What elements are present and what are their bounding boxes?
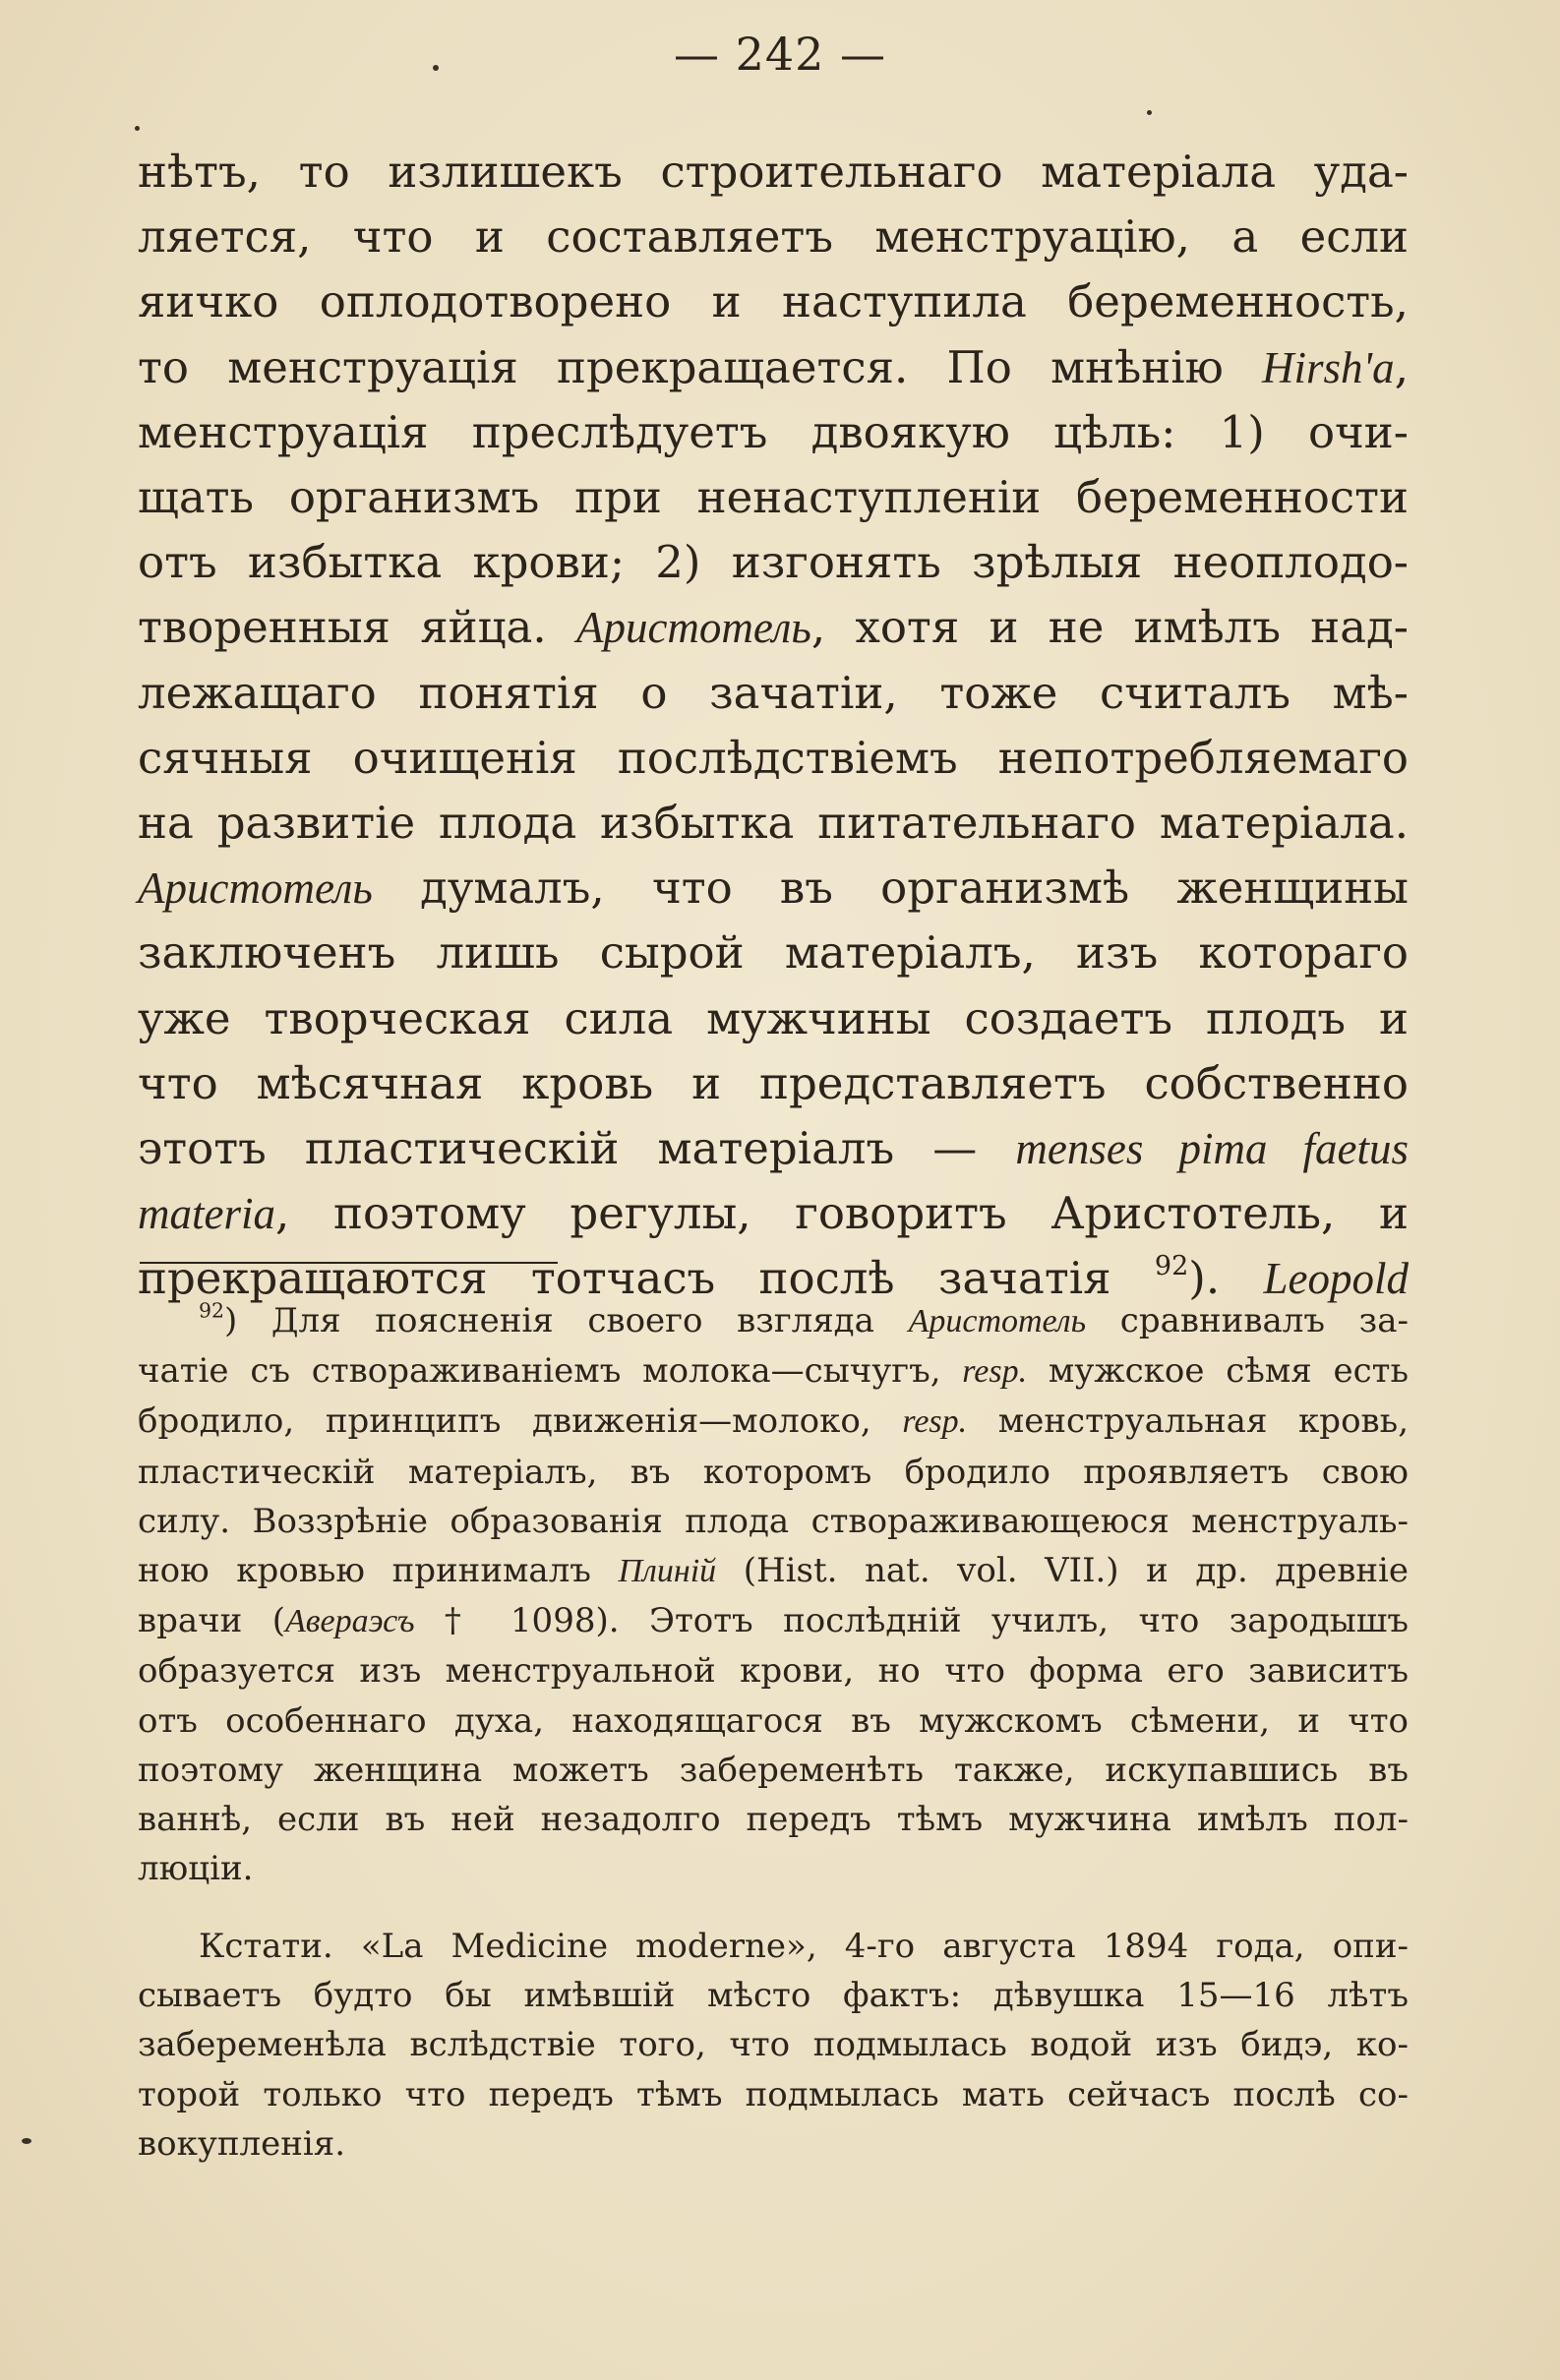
text-run: уже творческая сила мужчины создаетъ плодъ и [138, 991, 1409, 1044]
main-text [138, 140, 1409, 1312]
text-line [138, 530, 1409, 595]
text-run: этотъ пластическій матеріалъ — [138, 1122, 1016, 1175]
scan-speck [1147, 110, 1152, 115]
text-line [138, 791, 1409, 856]
text-run: творенныя яйца. [138, 601, 576, 654]
text-run: заключенъ лишь сырой матеріалъ, изъ котораго [138, 926, 1409, 980]
text-line [138, 986, 1409, 1051]
text-run: пластическій матеріалъ, въ которомъ бродило проявляетъ свою [138, 1452, 1409, 1492]
italic-text: Аристотель [575, 603, 811, 653]
italic-text: Авераэсъ [285, 1603, 415, 1640]
text-run: , [1394, 340, 1409, 393]
footnote-line [138, 1296, 1409, 1346]
text-run: щать организмъ при ненаступленіи беременности [138, 471, 1409, 524]
footnote-marker: 92 [1154, 1251, 1189, 1282]
italic-text: menses pima faetus [1015, 1124, 1410, 1174]
italic-text: Hirsh'a [1262, 342, 1395, 392]
note-line [138, 1922, 1409, 1971]
note-line [138, 2119, 1409, 2169]
text-run: (Hist. nat. vol. VII.) и др. древніе [716, 1551, 1410, 1591]
footnote-line [138, 1795, 1409, 1844]
scan-speck [22, 2138, 31, 2144]
text-run: отъ особеннаго духа, находящагося въ мужскомъ сѣмени, и что [138, 1700, 1409, 1741]
footnote-line [138, 1696, 1409, 1746]
text-line [138, 921, 1409, 985]
text-run: думалъ, что въ организмѣ женщины [372, 862, 1409, 915]
footnote-line [138, 1596, 1409, 1646]
text-run: образуется изъ менструальной крови, но что форма его зависитъ [138, 1651, 1409, 1692]
text-run: что мѣсячная кровь и представляетъ собственно [138, 1056, 1409, 1109]
note-line [138, 2070, 1409, 2119]
text-run: ною кровью принималъ [138, 1551, 619, 1591]
text-run: Кстати. «La Medicine moderne», 4-го августа 1894 года, опи- [199, 1927, 1409, 1966]
text-run: ) Для поясненія своего взгляда [223, 1301, 909, 1340]
footnote-line [138, 1746, 1409, 1795]
italic-text: materia [138, 1189, 275, 1239]
text-run: † 1098). Этотъ послѣдній училъ, что зародышъ [414, 1601, 1410, 1641]
footnote-line [138, 1646, 1409, 1696]
text-run: поэтому женщина можетъ забеременѣть также, искупавшись въ [138, 1750, 1409, 1790]
page-number: — 242 — [673, 28, 887, 81]
footnote-marker: 92 [199, 1298, 224, 1323]
text-run: , хотя и не имѣлъ над- [810, 601, 1409, 654]
text-run: забеременѣла вслѣдствіе того, что подмылась водой изъ бидэ, ко- [138, 2025, 1409, 2065]
text-line [138, 595, 1409, 660]
text-line [138, 1116, 1409, 1181]
additional-note [138, 1922, 1409, 2169]
text-run: менструація преслѣдуетъ двоякую цѣль: 1) очи- [138, 405, 1409, 458]
footnote-line [138, 1844, 1409, 1893]
text-line [138, 856, 1409, 921]
text-run: торой только что передъ тѣмъ подмылась мать сейчасъ послѣ со- [138, 2074, 1409, 2114]
text-run: сравнивалъ за- [1086, 1301, 1409, 1340]
text-run: врачи ( [138, 1601, 286, 1641]
text-run: нѣтъ, то излишекъ строительнаго матеріала уда- [138, 146, 1409, 198]
text-run: бродило, принципъ движенія—молоко, [138, 1401, 903, 1442]
text-run: чатіе съ створаживаніемъ молока—сычугъ, [138, 1351, 963, 1392]
text-run: яичко оплодотворено и наступила беременность, [138, 275, 1409, 328]
footnote-line [138, 1397, 1409, 1447]
text-run: отъ избытка крови; 2) изгонять зрѣлыя неоплодо- [138, 536, 1409, 589]
text-line [138, 400, 1409, 465]
text-line [138, 205, 1409, 269]
text-run: лежащаго понятія о зачатіи, тоже считалъ мѣ- [138, 666, 1409, 719]
italic-text: Leopold [1263, 1254, 1410, 1304]
italic-text: Плиній [618, 1553, 717, 1590]
text-run: то менструація прекращается. По мнѣнію [138, 340, 1263, 393]
scan-speck [135, 126, 140, 131]
footnote-rule [140, 1262, 558, 1264]
text-line [138, 661, 1409, 726]
text-run: , поэтому регулы, говоритъ Аристотель, и [275, 1187, 1409, 1240]
note-line [138, 1971, 1409, 2020]
text-run: люціи. [138, 1849, 254, 1889]
note-line [138, 2020, 1409, 2069]
text-line [138, 465, 1409, 530]
text-run: прекращаются тотчасъ послѣ зачатія [138, 1252, 1155, 1305]
text-run: сячныя очищенія послѣдствіемъ непотребляемаго [138, 731, 1409, 784]
text-run: ваннѣ, если въ ней незадолго передъ тѣмъ мужчина имѣлъ пол- [138, 1800, 1409, 1840]
footnote-92 [138, 1296, 1409, 1893]
text-line [138, 269, 1409, 334]
italic-text: resp. [962, 1353, 1028, 1391]
text-run: сываетъ будто бы имѣвшій мѣсто фактъ: дѣвушка 15—16 лѣтъ [138, 1976, 1409, 2016]
footnote-line [138, 1497, 1409, 1546]
footnote-line [138, 1546, 1409, 1596]
text-run: на развитіе плода избытка питательнаго матеріала. [138, 797, 1409, 850]
scan-speck [433, 65, 439, 71]
italic-text: resp. [902, 1403, 968, 1441]
text-line [138, 726, 1409, 791]
text-run: ляется, что и составляетъ менструацію, а если [138, 210, 1409, 264]
text-run: вокупленія. [138, 2123, 346, 2164]
text-line [138, 1181, 1409, 1246]
footnote-line [138, 1346, 1409, 1397]
text-run: силу. Воззрѣніе образованія плода створаживающеюся менструаль- [138, 1501, 1409, 1541]
text-run: мужское сѣмя есть [1027, 1351, 1409, 1392]
text-line [138, 1051, 1409, 1116]
text-line [138, 335, 1409, 400]
text-line [138, 140, 1409, 205]
text-run: ). [1188, 1252, 1264, 1305]
text-run: менструальная кровь, [967, 1401, 1410, 1442]
italic-text: Аристотель [908, 1303, 1087, 1339]
italic-text: Аристотель [138, 863, 373, 914]
footnote-line [138, 1448, 1409, 1497]
